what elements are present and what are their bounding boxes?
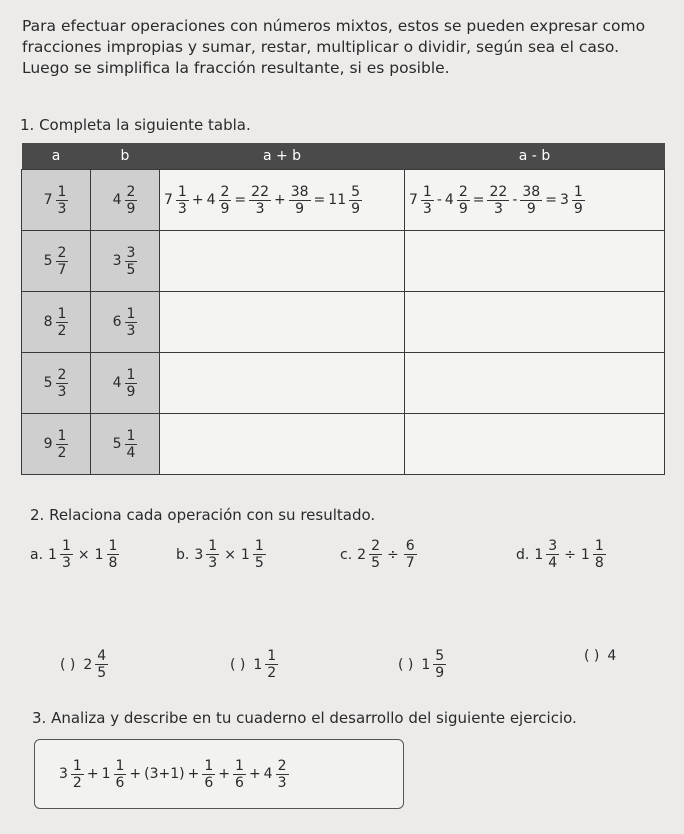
- fraction: [433, 648, 446, 681]
- cell-a: [22, 353, 91, 414]
- mixed-number: [113, 184, 138, 217]
- answer-blank[interactable]: ( ): [398, 656, 414, 673]
- mixed-number: [409, 184, 434, 217]
- operator: +: [187, 766, 200, 782]
- table-row: [22, 353, 665, 414]
- numerator: 2: [57, 244, 67, 261]
- whole-part: 11: [328, 192, 347, 208]
- answer-item: [584, 648, 616, 664]
- whole-part: 4: [444, 192, 454, 208]
- cell-difference[interactable]: [405, 170, 665, 231]
- denominator: 5: [371, 555, 380, 571]
- whole-part: 3: [559, 192, 569, 208]
- fraction: [56, 306, 69, 339]
- operator: ×: [77, 546, 90, 563]
- cell-b: [91, 170, 160, 231]
- denominator: 3: [255, 200, 265, 217]
- denominator: 9: [126, 383, 136, 400]
- operator: +: [218, 766, 231, 782]
- mixed-number: [607, 648, 616, 664]
- cell-a: [22, 292, 91, 353]
- cell-sum[interactable]: [160, 231, 405, 292]
- whole-part: 5: [112, 436, 122, 452]
- fraction: [56, 367, 69, 400]
- denominator: 2: [57, 322, 67, 339]
- cell-a: [22, 414, 91, 475]
- whole-part: 5: [43, 375, 53, 391]
- fraction: [593, 538, 606, 571]
- denominator: 9: [458, 200, 468, 217]
- whole-part: 7: [43, 192, 53, 208]
- mixed-number: [253, 648, 278, 681]
- whole-part: 1: [580, 546, 590, 563]
- numerator: 2: [277, 757, 287, 774]
- numerator: 2: [458, 183, 468, 200]
- denominator: 3: [126, 322, 136, 339]
- fraction: [125, 184, 138, 217]
- fraction: [233, 758, 246, 791]
- cell-sum[interactable]: [160, 292, 405, 353]
- whole-part: 1: [534, 546, 544, 563]
- numerator: 1: [254, 538, 264, 554]
- cell-b: [91, 231, 160, 292]
- whole-part: 3: [59, 766, 68, 782]
- denominator: 3: [61, 555, 71, 571]
- cell-a: [22, 170, 91, 231]
- cell-b: [91, 292, 160, 353]
- whole-part: 4: [112, 375, 122, 391]
- denominator: 3: [177, 200, 187, 217]
- denominator: 3: [57, 200, 67, 217]
- mixed-number: [113, 306, 138, 339]
- numerator: 1: [126, 427, 136, 444]
- whole-part: 7: [409, 192, 418, 208]
- parenthesis-term: (3+1): [144, 766, 185, 782]
- denominator: 9: [573, 200, 583, 217]
- fraction: [56, 245, 69, 278]
- header-b: b: [91, 143, 160, 170]
- header-difference: a - b: [405, 143, 665, 170]
- answer-item: [230, 648, 278, 681]
- fraction: [349, 184, 362, 217]
- numerator: 1: [115, 757, 125, 774]
- numerator: 38: [522, 183, 541, 200]
- question-2-title: 2. Relaciona cada operación con su resultado.: [30, 506, 376, 524]
- numerator: 1: [108, 538, 118, 554]
- mixed-number: [44, 428, 69, 461]
- mixed-number: [113, 367, 138, 400]
- mixed-number: [59, 758, 84, 791]
- fraction: [107, 538, 120, 571]
- mixed-number: [95, 538, 120, 571]
- denominator: 3: [422, 200, 432, 217]
- mixed-number: [445, 184, 470, 217]
- denominator: 8: [108, 555, 118, 571]
- mixed-number: [44, 184, 69, 217]
- mixed-number: [194, 538, 219, 571]
- mixed-numbers-table: [21, 143, 665, 475]
- table-row: [22, 292, 665, 353]
- whole-part: 7: [164, 192, 173, 208]
- fraction: [520, 184, 542, 217]
- whole-part: 4: [607, 648, 617, 664]
- mixed-number: [560, 184, 585, 217]
- fraction: [60, 538, 73, 571]
- equals: =: [234, 192, 247, 208]
- answer-item: [60, 648, 108, 681]
- numerator: 1: [208, 538, 218, 554]
- mixed-number: [44, 245, 69, 278]
- denominator: 3: [208, 555, 218, 571]
- cell-sum[interactable]: [160, 414, 405, 475]
- denominator: 3: [277, 774, 287, 791]
- denominator: 9: [526, 200, 536, 217]
- mixed-number: [83, 648, 108, 681]
- equals: =: [545, 192, 557, 208]
- fraction: [289, 184, 311, 217]
- numerator: 1: [72, 757, 82, 774]
- denominator: 8: [594, 555, 604, 571]
- numerator: 1: [267, 648, 277, 664]
- whole-part: 1: [253, 656, 263, 673]
- operation-label: b.: [176, 546, 190, 563]
- numerator: 1: [422, 183, 432, 200]
- denominator: 9: [435, 665, 445, 681]
- denominator: 6: [204, 774, 214, 791]
- denominator: 3: [57, 383, 67, 400]
- fraction: [125, 245, 138, 278]
- intro-paragraph: Para efectuar operaciones con números mixtos, estos se pueden expresar como fracciones impropias y sumar, restar, multiplicar o dividir, según sea el caso. Luego se simplifica la fracción resultante, si es posible.: [22, 17, 646, 77]
- mixed-number: [113, 245, 138, 278]
- whole-part: 2: [83, 656, 93, 673]
- denominator: 7: [405, 555, 415, 571]
- denominator: 4: [548, 555, 558, 571]
- operator: ×: [224, 546, 236, 563]
- whole-part: 3: [194, 546, 204, 563]
- cell-sum[interactable]: [160, 353, 405, 414]
- numerator: 1: [204, 757, 214, 774]
- numerator: 5: [351, 183, 361, 200]
- whole-part: 2: [357, 546, 367, 563]
- numerator: 1: [177, 183, 187, 200]
- mixed-number: [48, 538, 73, 571]
- equals: =: [313, 192, 326, 208]
- fraction: [176, 184, 189, 217]
- answer-blank[interactable]: ( ): [584, 648, 600, 664]
- fraction: [56, 428, 69, 461]
- operator: +: [248, 766, 261, 782]
- mixed-number: [581, 538, 606, 571]
- denominator: 2: [57, 444, 67, 461]
- cell-difference[interactable]: [405, 414, 665, 475]
- numerator: 22: [489, 183, 508, 200]
- numerator: 1: [57, 183, 67, 200]
- cell-a: [22, 231, 91, 292]
- mixed-number: [102, 758, 127, 791]
- numerator: 1: [126, 305, 136, 322]
- numerator: 2: [126, 183, 136, 200]
- fraction: [56, 184, 69, 217]
- fraction: [202, 758, 215, 791]
- numerator: 1: [126, 366, 136, 383]
- operator: ÷: [387, 546, 399, 563]
- denominator: 6: [235, 774, 244, 791]
- operator: +: [129, 766, 142, 782]
- operator: -: [436, 192, 442, 208]
- mixed-number: [264, 758, 289, 791]
- fraction: [457, 184, 470, 217]
- header-a: a: [22, 143, 91, 170]
- denominator: 7: [57, 261, 67, 278]
- numerator: 1: [573, 183, 583, 200]
- denominator: 4: [126, 444, 136, 461]
- table-row: [22, 414, 665, 475]
- question-3-title: 3. Analiza y describe en tu cuaderno el desarrollo del siguiente ejercicio.: [32, 709, 577, 727]
- cell-difference[interactable]: [405, 292, 665, 353]
- denominator: 2: [72, 774, 82, 791]
- answer-blank[interactable]: ( ): [60, 656, 76, 673]
- cell-difference[interactable]: [405, 231, 665, 292]
- whole-part: 8: [43, 314, 53, 330]
- numerator: 1: [57, 305, 67, 322]
- whole-part: 1: [240, 546, 250, 563]
- mixed-number: [421, 648, 446, 681]
- operator: +: [191, 192, 204, 208]
- denominator: 5: [126, 261, 136, 278]
- answer-blank[interactable]: ( ): [230, 656, 246, 673]
- numerator: 1: [235, 757, 244, 774]
- numerator: 2: [371, 538, 380, 554]
- denominator: 2: [267, 665, 277, 681]
- cell-sum[interactable]: [160, 170, 405, 231]
- numerator: 5: [435, 648, 445, 664]
- mixed-number: [534, 538, 559, 571]
- denominator: 6: [115, 774, 125, 791]
- exercise-box: [34, 739, 404, 809]
- mixed-number: [241, 538, 266, 571]
- fraction: [253, 538, 266, 571]
- operation-label: d.: [516, 546, 530, 563]
- operation-label: c.: [340, 546, 353, 563]
- exercise-expression: [59, 758, 289, 791]
- fraction: [95, 648, 108, 681]
- operation-item: [516, 538, 606, 571]
- fraction: [114, 758, 127, 791]
- fraction: [249, 184, 271, 217]
- whole-part: 1: [48, 546, 57, 563]
- whole-part: 3: [112, 253, 122, 269]
- mixed-number: [328, 184, 362, 217]
- numerator: 22: [251, 183, 269, 200]
- denominator: 5: [254, 555, 264, 571]
- mixed-number: [404, 538, 417, 571]
- fraction: [265, 648, 278, 681]
- whole-part: 9: [43, 436, 53, 452]
- fraction: [546, 538, 559, 571]
- numerator: 4: [97, 648, 107, 664]
- mixed-number: [44, 306, 69, 339]
- operation-item: [176, 538, 266, 571]
- fraction: [219, 184, 232, 217]
- numerator: 3: [548, 538, 558, 554]
- cell-b: [91, 353, 160, 414]
- worked-example: [409, 184, 660, 217]
- operator: +: [86, 766, 99, 782]
- fraction: [71, 758, 84, 791]
- numerator: 38: [290, 183, 309, 200]
- fraction: [125, 306, 138, 339]
- numerator: 1: [61, 538, 71, 554]
- numerator: 6: [405, 538, 415, 554]
- operation-item: [30, 538, 119, 571]
- denominator: 9: [220, 200, 230, 217]
- numerator: 1: [594, 538, 604, 554]
- fraction: [125, 367, 138, 400]
- numerator: 2: [57, 366, 67, 383]
- whole-part: 4: [206, 192, 216, 208]
- denominator: 9: [351, 200, 361, 217]
- denominator: 9: [126, 200, 136, 217]
- mixed-number: [207, 184, 232, 217]
- operation-item: [340, 538, 417, 571]
- fraction: [369, 538, 382, 571]
- whole-part: 4: [112, 192, 122, 208]
- equals: =: [472, 192, 485, 208]
- numerator: 2: [220, 183, 230, 200]
- answer-item: [398, 648, 446, 681]
- denominator: 9: [295, 200, 305, 217]
- table-row: [22, 170, 665, 231]
- whole-part: 1: [421, 656, 431, 673]
- denominator: 3: [493, 200, 503, 217]
- fraction: [125, 428, 138, 461]
- cell-b: [91, 414, 160, 475]
- fraction: [404, 538, 417, 571]
- whole-part: 1: [101, 766, 111, 782]
- operator: -: [512, 192, 518, 208]
- fraction: [276, 758, 289, 791]
- mixed-number: [44, 367, 69, 400]
- mixed-number: [113, 428, 138, 461]
- numerator: 3: [126, 244, 136, 261]
- whole-part: 4: [263, 766, 273, 782]
- whole-part: 5: [43, 253, 53, 269]
- question-1-title: 1. Completa la siguiente tabla.: [20, 116, 251, 134]
- operator: +: [273, 192, 286, 208]
- cell-difference[interactable]: [405, 353, 665, 414]
- operator: ÷: [564, 546, 576, 563]
- whole-part: 6: [112, 314, 122, 330]
- mixed-number: [164, 184, 189, 217]
- whole-part: 1: [94, 546, 104, 563]
- table-row: [22, 231, 665, 292]
- header-sum: a + b: [160, 143, 405, 170]
- mixed-number: [357, 538, 382, 571]
- operation-label: a.: [30, 546, 44, 563]
- numerator: 1: [57, 427, 67, 444]
- denominator: 5: [97, 665, 107, 681]
- fraction: [572, 184, 585, 217]
- fraction: [421, 184, 434, 217]
- fraction: [487, 184, 509, 217]
- worked-example: [164, 184, 400, 217]
- fraction: [206, 538, 219, 571]
